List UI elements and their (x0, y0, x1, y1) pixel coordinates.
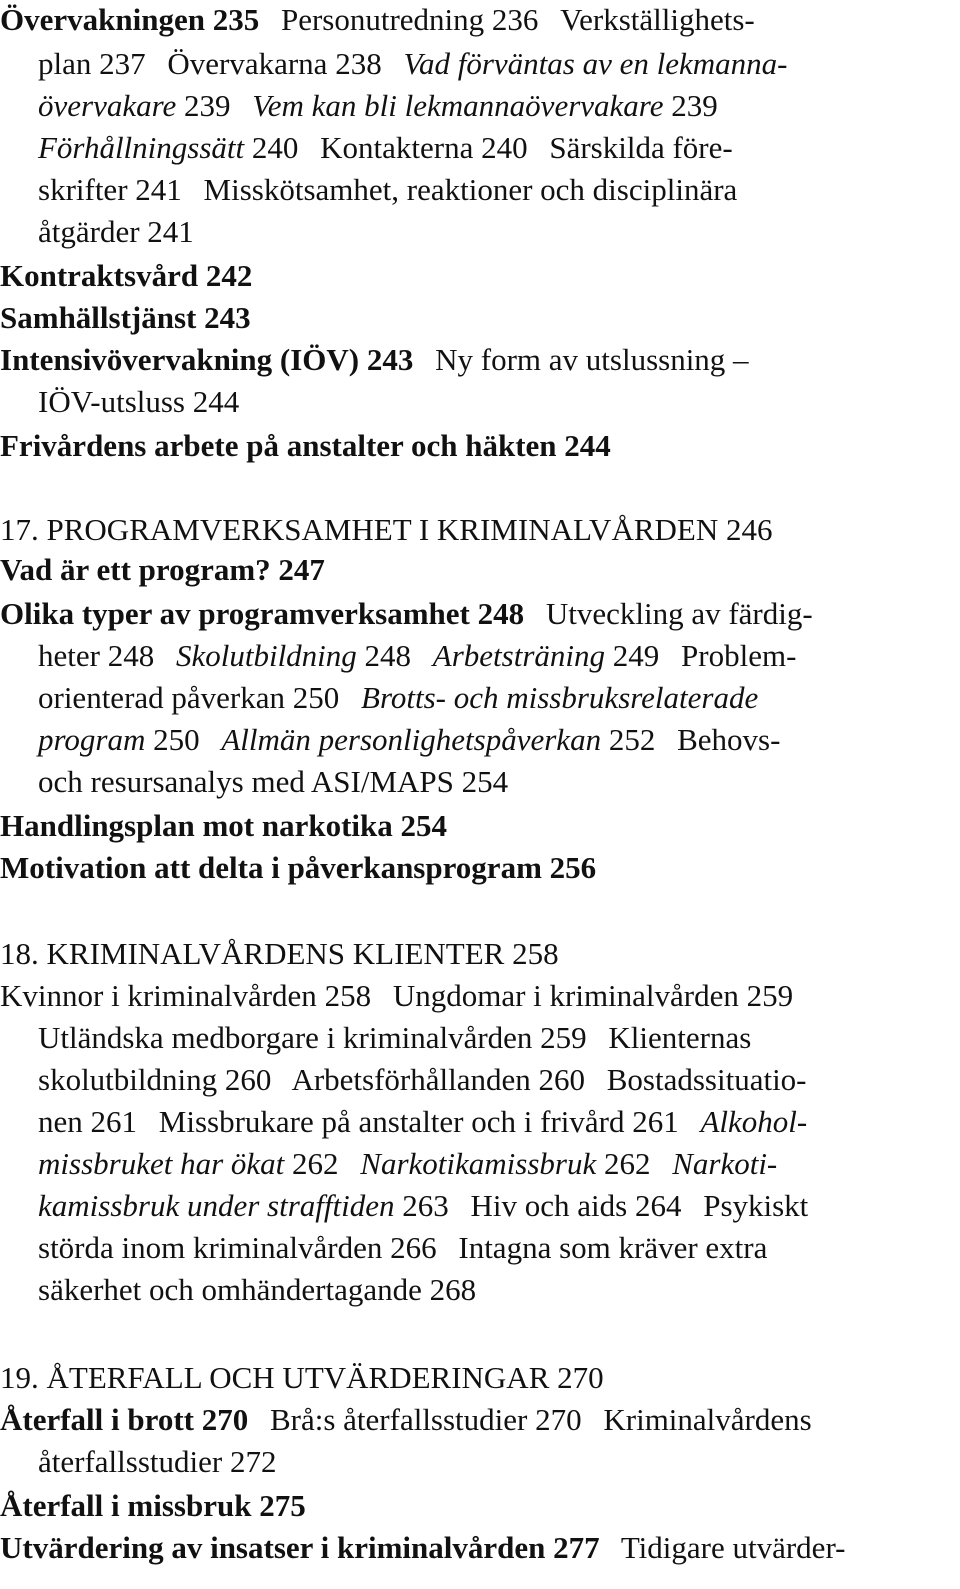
toc-line (0, 594, 813, 634)
page-number: 270 (535, 1402, 582, 1437)
entry-title: Problem- (681, 638, 797, 673)
page-number: 243 (204, 300, 251, 335)
entry-title: Psykiskt (703, 1188, 809, 1223)
entry-title: Misskötsamhet, reaktioner och disciplinära (203, 172, 738, 207)
toc-line (0, 426, 611, 466)
page-number: 264 (634, 1188, 682, 1223)
entry-title: Kriminalvårdens (603, 1402, 812, 1437)
entry-title: och resursanalys med ASI/MAPS (38, 764, 454, 799)
entry-title: missbruket har ökat (38, 1146, 285, 1181)
entry-title: Utländska medborgare i kriminalvården (38, 1020, 533, 1055)
entry-title: Allmän personlighetspåverkan (221, 722, 602, 757)
entry-title: Vad är ett program? (0, 552, 271, 587)
chapter-heading (0, 510, 772, 550)
entry-title: Kontakterna (320, 130, 474, 165)
entry-title: Brå:s återfallsstudier (269, 1402, 528, 1437)
page-number: 241 (147, 214, 194, 249)
entry-title: Utvärdering av insatser i kriminalvården (0, 1530, 546, 1565)
entry-title: Samhällstjänst (0, 300, 197, 335)
entry-title: Frivårdens arbete på anstalter och häkten (0, 428, 557, 463)
page-number: 241 (135, 172, 182, 207)
page-number: 277 (553, 1530, 600, 1565)
page-number: 239 (184, 88, 231, 123)
entry-title: Ny form av utslussning – (435, 342, 749, 377)
page-number: 242 (205, 258, 253, 293)
entry-title: plan (38, 46, 92, 81)
entry-title: skolutbildning (38, 1062, 218, 1097)
entry-title: Vad förväntas av en lekmanna- (403, 46, 788, 81)
entry-title: Övervakningen (0, 2, 205, 37)
entry-title: Arbetsförhållanden (291, 1062, 531, 1097)
page-number: 252 (608, 722, 656, 757)
page-number: 250 (153, 722, 200, 757)
entry-title: program (38, 722, 146, 757)
entry-title: IÖV-utsluss (38, 384, 185, 419)
toc-line (38, 128, 733, 168)
toc-line (0, 1400, 812, 1440)
toc-line (0, 848, 596, 888)
entry-title: Intagna som kräver extra (458, 1230, 768, 1265)
page-number: 237 (99, 46, 146, 81)
toc-line (38, 1018, 751, 1058)
toc-line (38, 170, 737, 210)
entry-title: Intensivövervakning (IÖV) (0, 342, 360, 377)
entry-title: Övervakarna (167, 46, 328, 81)
entry-title: övervakare (38, 88, 177, 123)
page-number: 261 (632, 1104, 679, 1139)
page-number: 254 (400, 808, 448, 843)
entry-title: åtgärder (38, 214, 140, 249)
entry-title: störda inom kriminalvården (38, 1230, 383, 1265)
page-number: 270 (201, 1402, 249, 1437)
page-number: 256 (549, 850, 597, 885)
entry-title: Kontraktsvård (0, 258, 199, 293)
toc-line (38, 762, 508, 802)
entry-title: Ungdomar i kriminalvården (392, 978, 739, 1013)
page-number: 248 (107, 638, 155, 673)
entry-title: Utveckling av färdig- (545, 596, 813, 631)
page-number: 244 (564, 428, 611, 463)
page-number: 235 (212, 2, 260, 37)
page-number: 248 (364, 638, 412, 673)
entry-title: Kvinnor i kriminalvården (0, 978, 317, 1013)
entry-title: Personutredning (280, 2, 485, 37)
page-number: 270 (557, 1360, 604, 1395)
entry-title: Olika typer av programverksamhet (0, 596, 470, 631)
page-number: 247 (278, 552, 325, 587)
entry-title: Motivation att delta i påverkansprogram (0, 850, 542, 885)
toc-line (0, 1486, 306, 1526)
toc-line (0, 256, 252, 296)
entry-title: Återfall i brott (0, 1402, 194, 1437)
chapter-number: 19. (0, 1360, 39, 1395)
toc-line (38, 1144, 777, 1184)
page-number: 239 (671, 88, 718, 123)
entry-title: Vem kan bli lekmannaövervakare (252, 88, 664, 123)
page-number: 238 (335, 46, 382, 81)
page-number: 259 (746, 978, 794, 1013)
page-number: 240 (251, 130, 299, 165)
page-number: 250 (292, 680, 340, 715)
toc-line (0, 0, 755, 40)
page-number: 263 (402, 1188, 449, 1223)
page-number: 258 (324, 978, 372, 1013)
entry-title: nen (38, 1104, 83, 1139)
entry-title: Alkohol- (700, 1104, 808, 1139)
toc-line (38, 382, 239, 422)
entry-title: Brotts- och missbruksrelaterade (361, 680, 759, 715)
toc-line (0, 298, 251, 338)
entry-title: Verkställighets- (560, 2, 755, 37)
entry-title: Skolutbildning (175, 638, 357, 673)
toc-line (38, 1270, 476, 1310)
toc-line (38, 1442, 276, 1482)
toc-line (0, 806, 447, 846)
chapter-title: KRIMINALVÅRDENS KLIENTER (46, 936, 505, 971)
page-number: 259 (540, 1020, 587, 1055)
entry-title: skrifter (38, 172, 128, 207)
toc-line (38, 678, 758, 718)
chapter-title: ÅTERFALL OCH UTVÄRDERINGAR (46, 1360, 550, 1395)
toc-line (0, 976, 793, 1016)
toc-line (38, 1102, 807, 1142)
page-number: 236 (491, 2, 539, 37)
entry-title: Särskilda före- (549, 130, 733, 165)
entry-title: säkerhet och omhändertagande (38, 1272, 422, 1307)
page-number: 244 (192, 384, 240, 419)
entry-title: Handlingsplan mot narkotika (0, 808, 393, 843)
toc-line (0, 340, 749, 380)
toc-line (38, 1060, 807, 1100)
page-number: 240 (481, 130, 528, 165)
toc-line (38, 1186, 808, 1226)
page-number: 262 (292, 1146, 339, 1181)
chapter-title: PROGRAMVERKSAMHET I KRIMINALVÅRDEN (46, 512, 719, 547)
chapter-number: 18. (0, 936, 39, 971)
entry-title: orienterad påverkan (38, 680, 286, 715)
entry-title: Återfall i missbruk (0, 1488, 252, 1523)
entry-title: Bostadssituatio- (606, 1062, 807, 1097)
toc-line (38, 1228, 767, 1268)
chapter-number: 17. (0, 512, 39, 547)
page-number: 275 (259, 1488, 306, 1523)
entry-title: Narkoti- (672, 1146, 778, 1181)
toc-line (38, 86, 718, 126)
page-number: 249 (612, 638, 660, 673)
page-number: 262 (603, 1146, 651, 1181)
page-number: 268 (429, 1272, 477, 1307)
entry-title: kamissbruk under strafftiden (38, 1188, 395, 1223)
page-number: 243 (366, 342, 414, 377)
page-number: 266 (390, 1230, 437, 1265)
chapter-heading (0, 934, 559, 974)
toc-line (0, 1528, 845, 1568)
page-number: 258 (512, 936, 559, 971)
toc-line (38, 636, 796, 676)
entry-title: Behovs- (677, 722, 781, 757)
page-number: 260 (538, 1062, 585, 1097)
entry-title: heter (38, 638, 100, 673)
page-number: 254 (461, 764, 509, 799)
toc-line (38, 720, 780, 760)
entry-title: återfallsstudier (38, 1444, 223, 1479)
page-number: 246 (725, 512, 773, 547)
entry-title: Arbetsträning (432, 638, 606, 673)
entry-title: Hiv och aids (470, 1188, 628, 1223)
toc-line (38, 212, 194, 252)
toc-line (0, 550, 325, 590)
entry-title: Tidigare utvärder- (620, 1530, 846, 1565)
entry-title: Klienternas (608, 1020, 752, 1055)
entry-title: Narkotikamissbruk (360, 1146, 597, 1181)
page-number: 261 (90, 1104, 138, 1139)
page-number: 248 (477, 596, 525, 631)
page-number: 272 (229, 1444, 277, 1479)
toc-line (38, 44, 787, 84)
chapter-heading (0, 1358, 604, 1398)
entry-title: Förhållningssätt (38, 130, 245, 165)
page-number: 260 (224, 1062, 272, 1097)
entry-title: Missbrukare på anstalter och i frivård (158, 1104, 625, 1139)
